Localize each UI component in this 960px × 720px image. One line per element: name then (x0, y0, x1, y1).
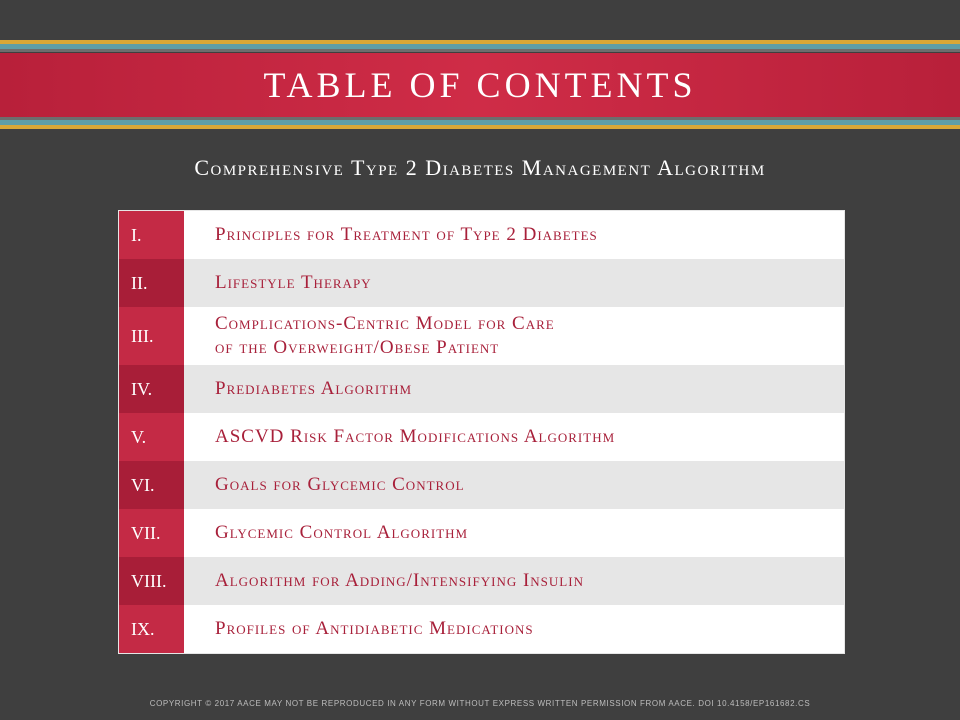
toc-title-line-1: Complications-Centric Model for Care (215, 313, 555, 334)
toc-row (119, 461, 844, 509)
toc-row (119, 259, 844, 307)
toc-row (119, 365, 844, 413)
toc-title: ASCVD Risk Factor Modifications Algorithm (184, 413, 844, 461)
toc-number: VII. (119, 509, 184, 557)
toc-number: IX. (119, 605, 184, 653)
gray-stripe-top (0, 49, 960, 52)
subtitle: Comprehensive Type 2 Diabetes Management Algorithm (194, 155, 766, 180)
toc-number: I. (119, 211, 184, 259)
toc-number: VI. (119, 461, 184, 509)
toc-row (119, 413, 844, 461)
toc-title: Glycemic Control Algorithm (184, 509, 844, 557)
toc-number: V. (119, 413, 184, 461)
toc-row (119, 605, 844, 653)
page-title: TABLE OF CONTENTS (263, 65, 697, 105)
toc-row (119, 557, 844, 605)
toc-row (119, 211, 844, 259)
copyright-footer: COPYRIGHT © 2017 AACE MAY NOT BE REPRODUCED IN ANY FORM WITHOUT EXPRESS WRITTEN PERMISSION FROM AACE. DOI 10.4158/EP161682.CS (149, 699, 811, 708)
toc-title: Principles for Treatment of Type 2 Diabetes (184, 211, 844, 259)
toc-row (119, 509, 844, 557)
toc-number: IV. (119, 365, 184, 413)
gold-stripe-bottom (0, 125, 960, 129)
title-banner (0, 53, 960, 117)
toc-number: III. (119, 307, 184, 365)
table-of-contents (118, 210, 845, 654)
toc-title: Prediabetes Algorithm (184, 365, 844, 413)
toc-title: Goals for Glycemic Control (184, 461, 844, 509)
toc-title: Profiles of Antidiabetic Medications (184, 605, 844, 653)
toc-title (184, 307, 844, 365)
toc-title-line-2: of the Overweight/Obese Patient (215, 337, 500, 358)
toc-number: II. (119, 259, 184, 307)
toc-number: VIII. (119, 557, 184, 605)
toc-row (119, 307, 844, 365)
toc-title: Lifestyle Therapy (184, 259, 844, 307)
toc-title: Algorithm for Adding/Intensifying Insulin (184, 557, 844, 605)
